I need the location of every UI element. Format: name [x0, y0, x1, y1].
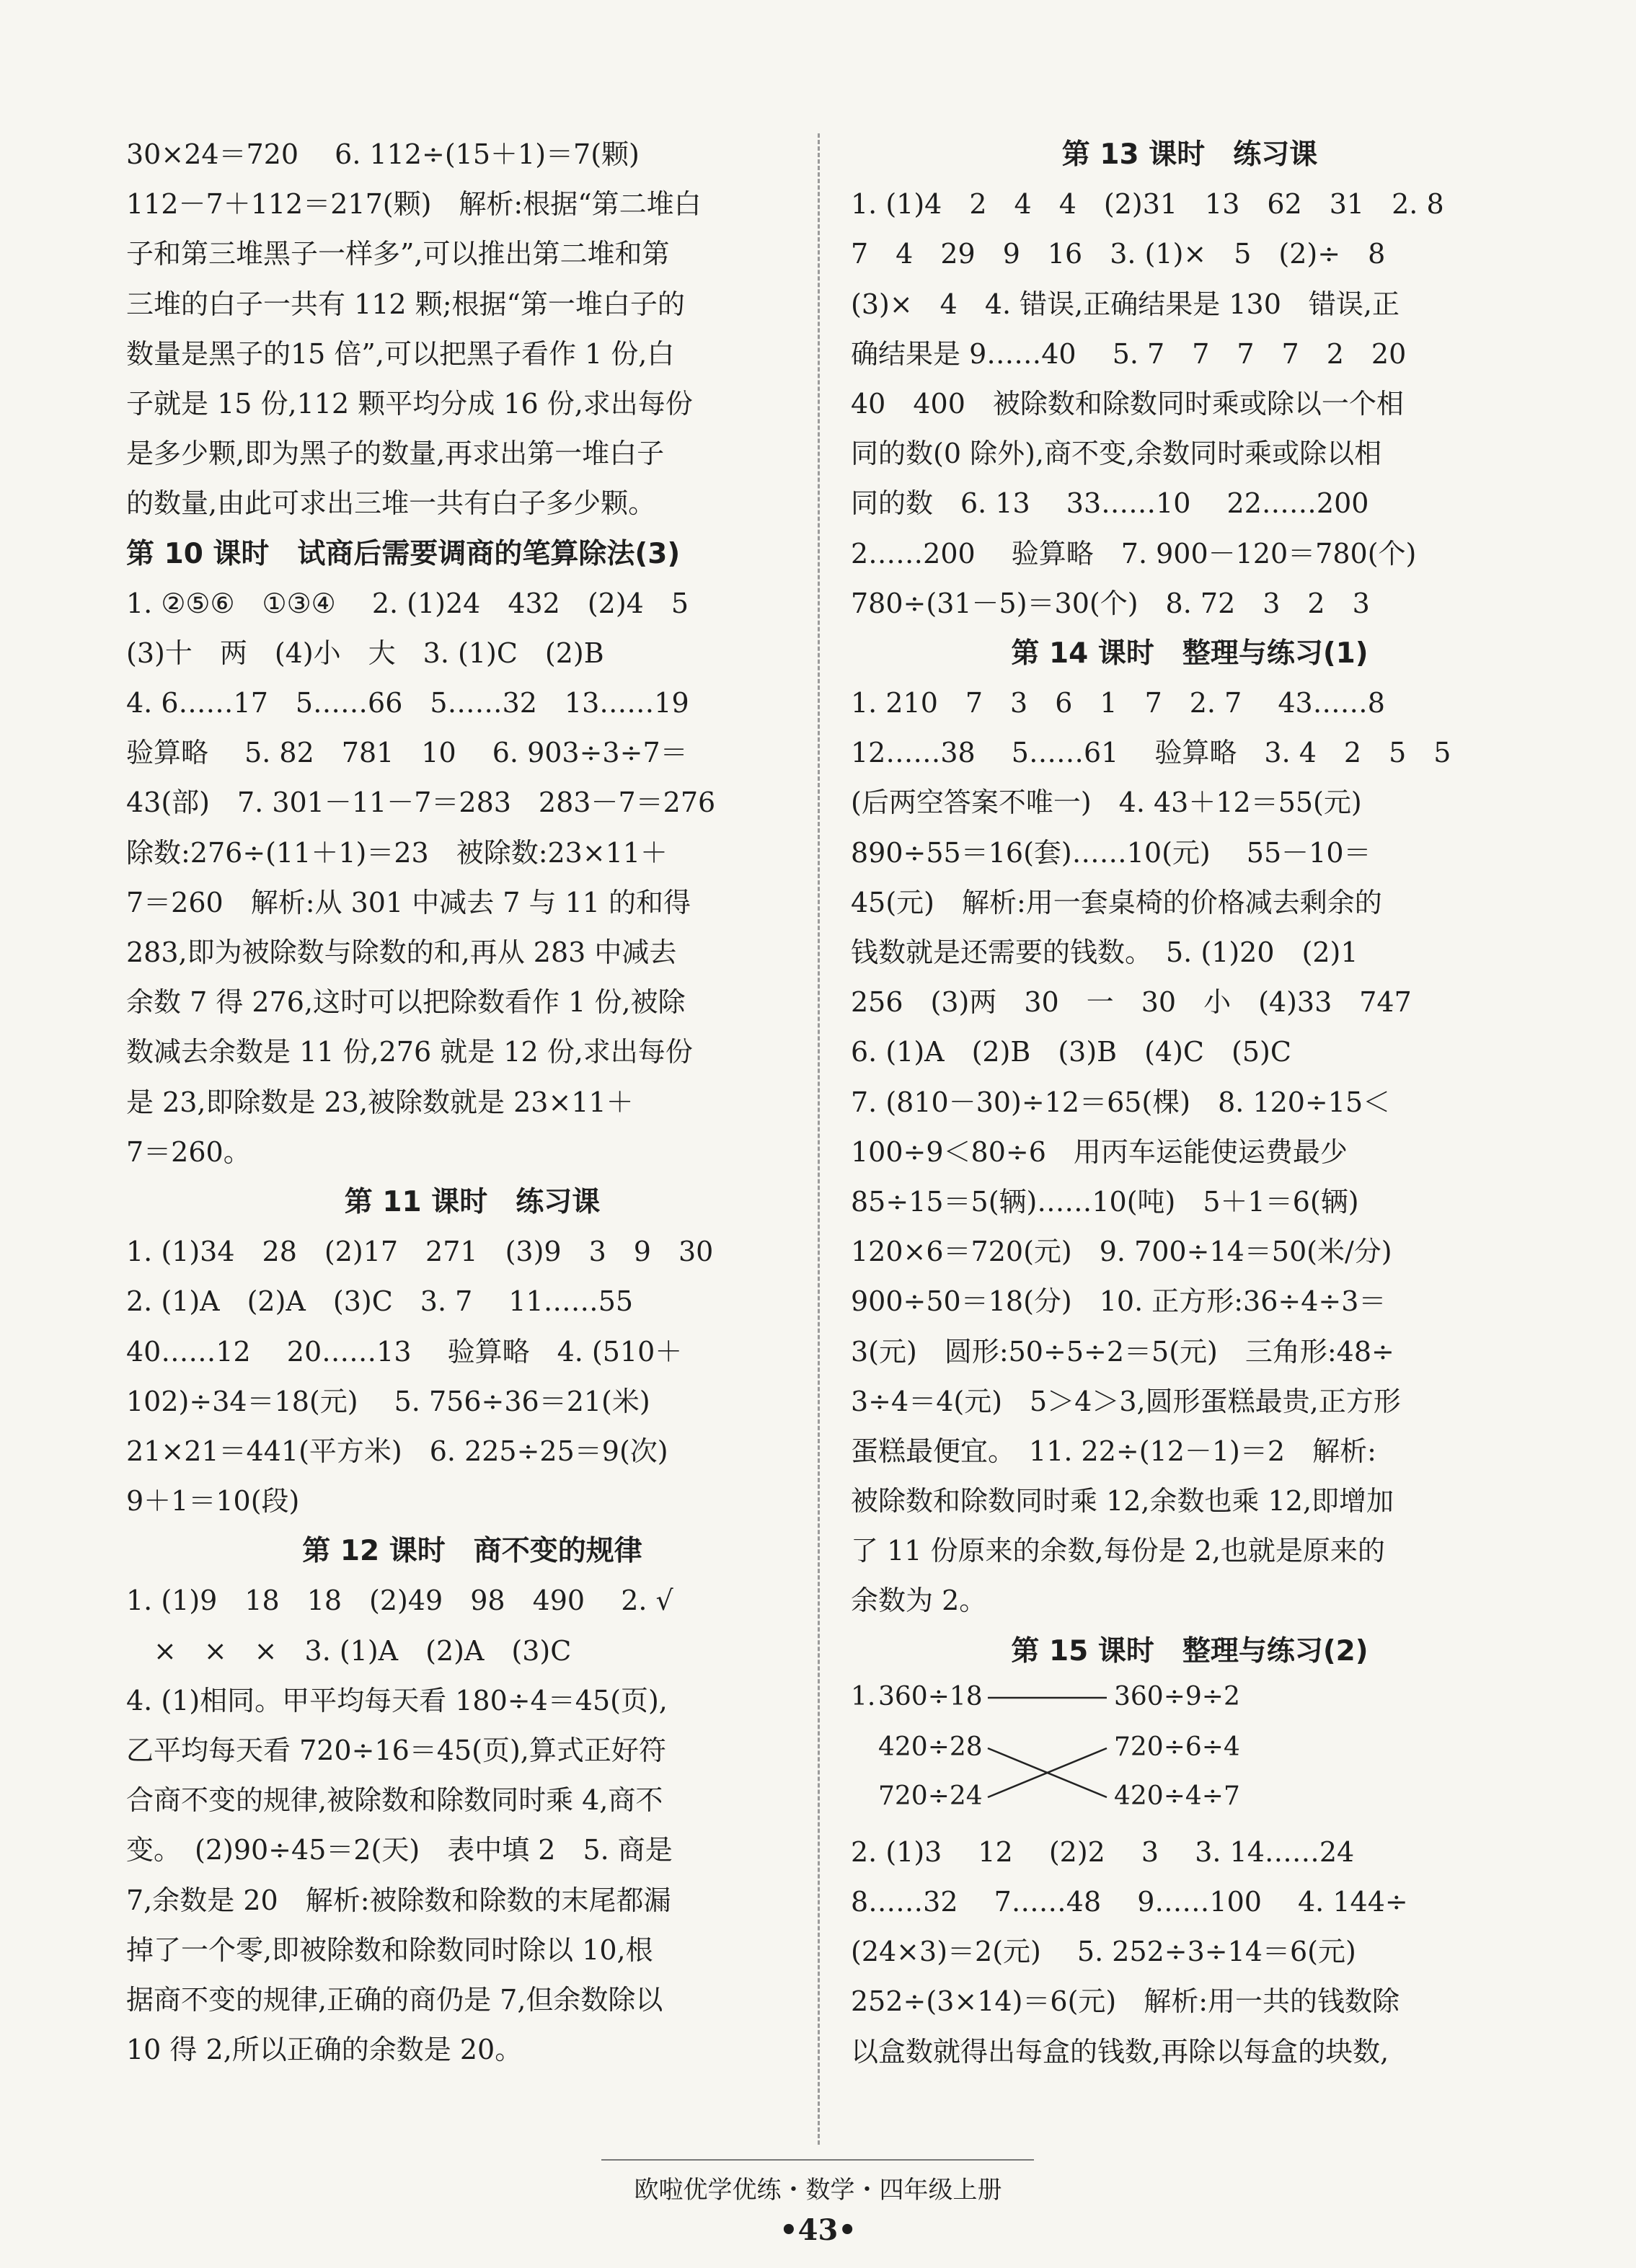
text-line: 合商不变的规律,被除数和除数同时乘 4,商不 [126, 1784, 663, 1817]
text-line: 256 (3)两 30 一 30 小 (4)33 747 [851, 986, 1412, 1019]
lesson-12-heading: 第 12 课时 商不变的规律 [302, 1535, 642, 1568]
text-line: 掉了一个零,即被除数和除数同时除以 10,根 [126, 1933, 653, 1966]
text-line: 1. ②⑤⑥ ①③④ 2. (1)24 432 (2)4 5 [126, 587, 689, 619]
text-line: 252÷(3×14)＝6(元) 解析:用一共的钱数除 [851, 1985, 1400, 2018]
text-line: 85÷15＝5(辆)……10(吨) 5＋1＝6(辆) [851, 1185, 1359, 1218]
text-line: 被除数和除数同时乘 12,余数也乘 12,即增加 [851, 1485, 1394, 1518]
footer-rule [601, 2159, 1034, 2161]
text-line: 7＝260 解析:从 301 中减去 7 与 11 的和得 [126, 886, 691, 918]
lesson-13-heading: 第 13 课时 练习课 [1061, 138, 1318, 171]
text-line: 30×24＝720 6. 112÷(15＋1)＝7(颗) [126, 138, 640, 170]
page-number: •43• [779, 2213, 857, 2247]
text-line: 40 400 被除数和除数同时乘或除以一个相 [851, 387, 1404, 420]
text-line: 10 得 2,所以正确的余数是 20。 [126, 2034, 523, 2066]
text-line: 余数 7 得 276,这时可以把除数看作 1 份,被除 [126, 986, 686, 1019]
footer-book-title: 欧啦优学优练・数学・四年级上册 [634, 2176, 1002, 2205]
text-line: 21×21＝441(平方米) 6. 225÷25＝9(次) [126, 1435, 668, 1467]
matching-figure [851, 1676, 1529, 1828]
text-line: 40……12 20……13 验算略 4. (510＋ [126, 1335, 683, 1368]
text-line: 4. (1)相同。甲平均每天看 180÷4＝45(页), [126, 1684, 668, 1716]
text-line: 7＝260。 [126, 1135, 251, 1168]
text-line: 1. 210 7 3 6 1 7 2. 7 43……8 [851, 687, 1385, 719]
text-line: (3)× 4 4. 错误,正确结果是 130 错误,正 [851, 288, 1400, 320]
left-column [126, 130, 818, 2075]
text-line: 同的数 6. 13 33……10 22……200 [851, 487, 1369, 520]
lesson-10-heading: 第 10 课时 试商后需要调商的笔算除法(3) [126, 537, 681, 570]
text-line: 余数为 2。 [851, 1585, 987, 1617]
text-line: 45(元) 解析:用一套桌椅的价格减去剩余的 [851, 886, 1382, 918]
match-right-item: 360÷9÷2 [1114, 1681, 1240, 1711]
match-left-item: 420÷28 [878, 1732, 983, 1762]
text-line: 8……32 7……48 9……100 4. 144÷ [851, 1886, 1408, 1918]
text-line: 2. (1)3 12 (2)2 3 3. 14……24 [851, 1835, 1355, 1868]
text-line: 是多少颗,即为黑子的数量,再求出第一堆白子 [126, 438, 665, 470]
item-number: 1. [851, 1681, 876, 1711]
text-line: 1. (1)4 2 4 4 (2)31 13 62 31 2. 8 [851, 188, 1444, 221]
text-line: 2……200 验算略 7. 900－120＝780(个) [851, 537, 1417, 570]
text-line: 数减去余数是 11 份,276 就是 12 份,求出每份 [126, 1036, 693, 1068]
text-line: 以盒数就得出每盒的钱数,再除以每盒的块数, [851, 2035, 1389, 2068]
text-line: 除数:276÷(11＋1)＝23 被除数:23×11＋ [126, 836, 668, 869]
text-line: 7. (810－30)÷12＝65(棵) 8. 120÷15＜ [851, 1086, 1391, 1118]
text-line: 子和第三堆黑子一样多”,可以推出第二堆和第 [126, 238, 670, 270]
text-line: 112－7＋112＝217(颗) 解析:根据“第二堆白 [126, 188, 702, 221]
right-column [851, 130, 1529, 2077]
text-line: × × × 3. (1)A (2)A (3)C [126, 1634, 572, 1667]
text-line: 1. (1)34 28 (2)17 271 (3)9 3 9 30 [126, 1236, 714, 1268]
text-line: 变。 (2)90÷45＝2(天) 表中填 2 5. 商是 [126, 1834, 673, 1866]
lesson-14-heading: 第 14 课时 整理与练习(1) [1011, 637, 1369, 670]
text-line: 同的数(0 除外),商不变,余数同时乘或除以相 [851, 438, 1382, 470]
text-line: 钱数就是还需要的钱数。 5. (1)20 (2)1 [851, 936, 1358, 968]
match-left-item: 360÷18 [878, 1681, 983, 1711]
text-line: 102)÷34＝18(元) 5. 756÷36＝21(米) [126, 1385, 650, 1417]
text-line: 2. (1)A (2)A (3)C 3. 7 11……55 [126, 1285, 634, 1318]
text-line: 据商不变的规律,正确的商仍是 7,但余数除以 [126, 1983, 663, 2016]
lesson-15-heading: 第 15 课时 整理与练习(2) [1011, 1634, 1369, 1667]
text-line: 验算略 5. 82 781 10 6. 903÷3÷7＝ [126, 737, 688, 769]
text-line: 1. (1)9 18 18 (2)49 98 490 2. √ [126, 1585, 673, 1617]
text-line: 三堆的白子一共有 112 颗;根据“第一堆白子的 [126, 288, 685, 320]
text-line: 7 4 29 9 16 3. (1)× 5 (2)÷ 8 [851, 238, 1386, 270]
text-line: 780÷(31－5)＝30(个) 8. 72 3 2 3 [851, 587, 1370, 619]
text-line: 数量是黑子的15 倍”,可以把黑子看作 1 份,白 [126, 337, 675, 370]
text-line: 3÷4＝4(元) 5＞4＞3,圆形蛋糕最贵,正方形 [851, 1385, 1401, 1417]
text-line: 43(部) 7. 301－11－7＝283 283－7＝276 [126, 787, 716, 819]
text-line: 是 23,即除数是 23,被除数就是 23×11＋ [126, 1086, 634, 1118]
text-line: 7,余数是 20 解析:被除数和除数的末尾都漏 [126, 1884, 671, 1916]
text-line: 了 11 份原来的余数,每份是 2,也就是原来的 [851, 1535, 1385, 1567]
text-line: 9＋1＝10(段) [126, 1485, 300, 1518]
lesson-11-heading: 第 11 课时 练习课 [344, 1185, 601, 1218]
text-line: 的数量,由此可求出三堆一共有白子多少颗。 [126, 487, 656, 520]
text-line: 子就是 15 份,112 颗平均分成 16 份,求出每份 [126, 387, 693, 420]
text-line: 120×6＝720(元) 9. 700÷14＝50(米/分) [851, 1236, 1392, 1268]
text-line: 283,即为被除数与除数的和,再从 283 中减去 [126, 936, 677, 968]
text-line: 12……38 5……61 验算略 3. 4 2 5 5 [851, 737, 1451, 769]
text-line: 6. (1)A (2)B (3)B (4)C (5)C [851, 1036, 1291, 1068]
text-line: 蛋糕最便宜。 11. 22÷(12－1)＝2 解析: [851, 1435, 1376, 1467]
text-line: 3(元) 圆形:50÷5÷2＝5(元) 三角形:48÷ [851, 1335, 1394, 1368]
match-right-item: 720÷6÷4 [1114, 1732, 1240, 1762]
match-left-item: 720÷24 [878, 1781, 983, 1811]
text-line: (3)十 两 (4)小 大 3. (1)C (2)B [126, 637, 604, 669]
text-line: (后两空答案不唯一) 4. 43＋12＝55(元) [851, 787, 1362, 819]
text-line: 900÷50＝18(分) 10. 正方形:36÷4÷3＝ [851, 1285, 1387, 1318]
text-line: 100÷9＜80÷6 用丙车运能使运费最少 [851, 1135, 1348, 1168]
text-line: 乙平均每天看 720÷16＝45(页),算式正好符 [126, 1735, 666, 1766]
match-right-item: 420÷4÷7 [1114, 1781, 1240, 1811]
text-line: 确结果是 9……40 5. 7 7 7 7 2 20 [851, 337, 1407, 370]
text-line: (24×3)＝2(元) 5. 252÷3÷14＝6(元) [851, 1936, 1356, 1968]
text-line: 890÷55＝16(套)……10(元) 55－10＝ [851, 836, 1371, 869]
text-line: 4. 6……17 5……66 5……32 13……19 [126, 687, 689, 719]
